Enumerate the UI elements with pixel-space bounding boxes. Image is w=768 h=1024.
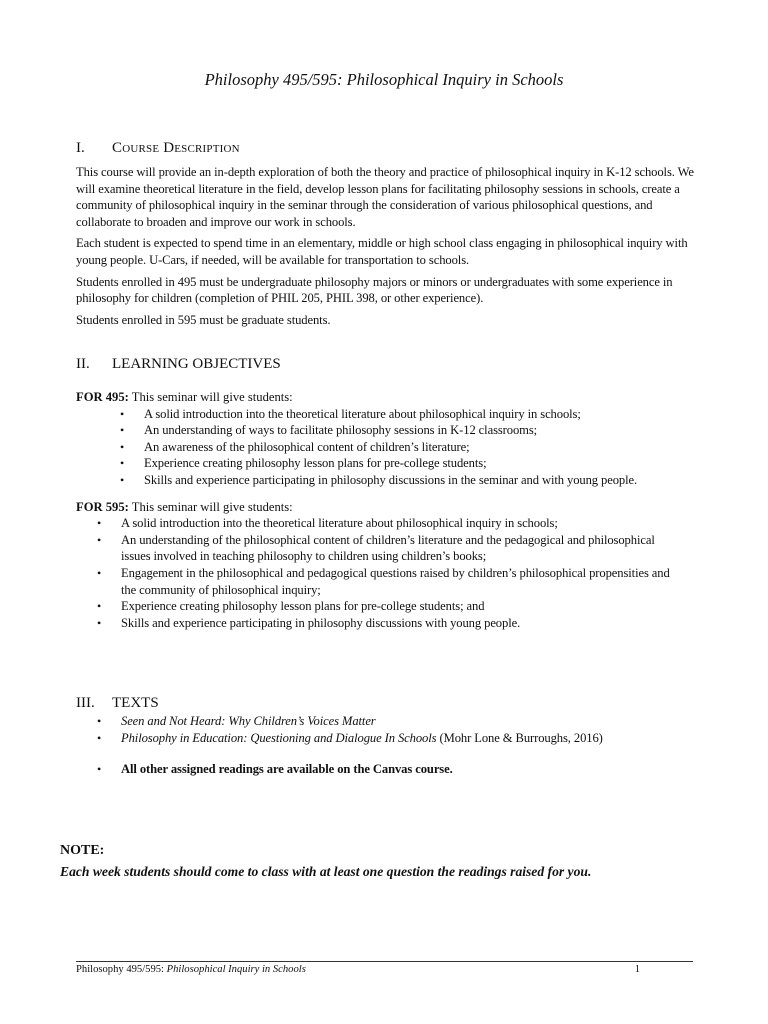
section-texts xyxy=(76,695,694,778)
list-item: • Skills and experience participating in philosophy discussions in the seminar and with young people. xyxy=(144,472,694,489)
objectives-495-intro xyxy=(76,389,694,406)
course-description-paragraph: Students enrolled in 495 must be undergraduate philosophy majors or minors or undergraduates with some experience in philosophy for children (completion of PHIL 205, PHIL 398, or other experience). xyxy=(76,274,673,306)
book-title: Philosophy in Education: Questioning and Dialogue In Schools xyxy=(121,730,437,745)
objectives-595-label: FOR 595: xyxy=(76,499,129,514)
list-item: • A solid introduction into the theoretical literature about philosophical inquiry in schools; xyxy=(144,406,694,423)
section-learning-objectives xyxy=(76,356,694,631)
footer-divider xyxy=(76,961,693,962)
section-course-description xyxy=(76,140,694,333)
readings-note: All other assigned readings are available on the Canvas course. xyxy=(121,762,453,777)
list-item: • Engagement in the philosophical and pedagogical questions raised by children’s philosophical propensities and the community of philosophical inquiry; xyxy=(121,565,676,598)
list-item: • Experience creating philosophy lesson plans for pre-college students; and xyxy=(121,598,676,615)
book-citation: (Mohr Lone & Burroughs, 2016) xyxy=(436,730,603,745)
page-footer xyxy=(76,964,640,975)
list-item: • A solid introduction into the theoretical literature about philosophical inquiry in schools; xyxy=(121,515,676,532)
list-item: • An understanding of the philosophical content of children’s literature and the pedagogical and philosophical issues involved in teaching philosophy to children using children’s books; xyxy=(121,532,676,565)
note-label: NOTE: xyxy=(60,843,105,858)
section-heading xyxy=(76,140,694,157)
course-description-paragraph: Each student is expected to spend time in an elementary, middle or high school class engaging in philosophical inquiry with young people. U-Cars, if needed, will be available for transportation to schools. xyxy=(76,236,688,267)
texts-list xyxy=(121,713,681,746)
book-title: Seen and Not Heard: Why Children’s Voices Matter xyxy=(121,714,376,728)
list-item xyxy=(121,761,681,778)
section-number: II. xyxy=(76,356,90,372)
footer-course-title: Philosophical Inquiry in Schools xyxy=(166,964,306,975)
section-heading xyxy=(76,695,694,712)
course-description-paragraph: Students enrolled in 595 must be graduate students. xyxy=(76,312,331,327)
objectives-595-intro-text: This seminar will give students: xyxy=(131,499,293,514)
note-text: Each week students should come to class with at least one question the readings raised for you. xyxy=(60,864,592,879)
objectives-595-intro xyxy=(76,499,694,516)
section-title: Course Description xyxy=(112,140,240,156)
page-title: Philosophy 495/595: Philosophical Inquiry in Schools xyxy=(204,70,564,89)
objectives-495-label: FOR 495: xyxy=(76,390,129,404)
objectives-495-list xyxy=(144,406,694,489)
list-item: • Experience creating philosophy lesson plans for pre-college students; xyxy=(144,455,694,472)
section-title: LEARNING OBJECTIVES xyxy=(112,356,281,372)
objectives-495-intro-text: This seminar will give students: xyxy=(131,390,293,404)
course-description-paragraph: This course will provide an in-depth exploration of both the theory and practice of philosophical inquiry in K-12 schools. We will examine theoretical literature in the field, develop lesson plans for facilitating philosophy sessions in schools, create a community of philosophical inquiry in the seminar through the consideration of various philosophical questions, and collaborate to broaden and improve our work in schools. xyxy=(76,165,694,229)
section-number: I. xyxy=(76,140,85,156)
section-title: TEXTS xyxy=(112,695,159,711)
footer-course-number: Philosophy 495/595: xyxy=(76,964,167,975)
list-item: • An awareness of the philosophical content of children’s literature; xyxy=(144,439,694,456)
list-item xyxy=(121,730,681,747)
section-heading xyxy=(76,356,694,373)
readings-note-list xyxy=(121,761,681,778)
footer-course xyxy=(76,964,306,975)
page-number: 1 xyxy=(634,964,640,975)
section-number: III. xyxy=(76,695,95,711)
list-item: • An understanding of ways to facilitate philosophy sessions in K-12 classrooms; xyxy=(144,422,694,439)
objectives-595-list xyxy=(121,515,676,631)
list-item xyxy=(121,713,681,730)
list-item: • Skills and experience participating in philosophy discussions with young people. xyxy=(121,615,676,632)
